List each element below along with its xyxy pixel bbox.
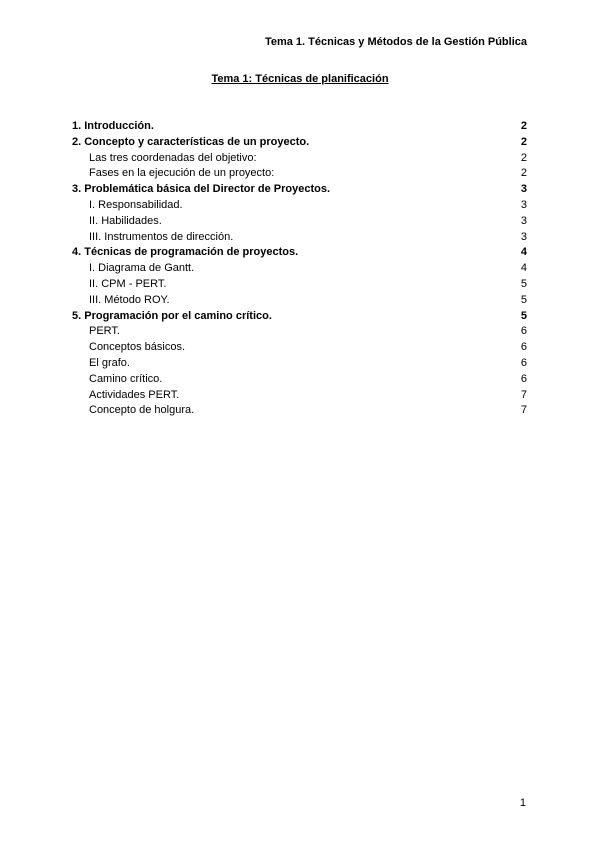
toc-entry-label: III. Instrumentos de dirección. [89, 230, 234, 243]
toc-entry-page: 7 [520, 404, 527, 417]
toc-entry-label: Concepto de holgura. [89, 404, 195, 417]
toc-entry-page: 4 [520, 262, 527, 275]
toc-entry-page: 6 [520, 325, 527, 338]
toc-entry-page: 6 [520, 341, 527, 354]
toc-entry-page: 2 [520, 151, 527, 164]
toc-entry[interactable] [72, 214, 527, 230]
toc-entry-page: 3 [520, 214, 527, 227]
toc-entry-page: 2 [520, 167, 527, 180]
toc-entry[interactable] [72, 135, 527, 151]
toc-entry-page: 3 [520, 230, 527, 243]
toc-entry[interactable] [72, 119, 527, 135]
toc-entry[interactable] [72, 166, 527, 182]
toc-entry[interactable] [72, 261, 527, 277]
toc-entry-label: Conceptos básicos. [89, 341, 185, 354]
table-of-contents [72, 119, 527, 419]
toc-entry[interactable] [72, 151, 527, 167]
toc-entry[interactable] [72, 293, 527, 309]
toc-entry-label: Fases en la ejecución de un proyecto: [89, 167, 275, 180]
toc-entry[interactable] [72, 277, 527, 293]
toc-entry-label: 3. Problemática básica del Director de Proyectos. [72, 183, 330, 196]
toc-entry-label: I. Diagrama de Gantt. [89, 262, 195, 275]
toc-entry-label: 1. Introducción. [72, 120, 154, 132]
page-number: 1 [519, 797, 526, 809]
toc-entry[interactable] [72, 388, 527, 404]
toc-entry-page: 5 [520, 309, 527, 322]
document-title: Tema 1: Técnicas de planificación [211, 73, 389, 85]
toc-entry-page: 3 [520, 198, 527, 211]
toc-entry-page: 5 [520, 293, 527, 306]
toc-entry-page: 4 [520, 246, 527, 259]
toc-entry[interactable] [72, 182, 527, 198]
toc-entry[interactable] [72, 324, 527, 340]
running-header: Tema 1. Técnicas y Métodos de la Gestión Pública [264, 36, 527, 48]
toc-entry-label: 4. Técnicas de programación de proyectos. [72, 246, 299, 259]
toc-entry-label: III. Método ROY. [89, 293, 170, 306]
toc-entry[interactable] [72, 403, 527, 419]
toc-entry-page: 7 [520, 388, 527, 401]
toc-entry[interactable] [72, 230, 527, 246]
toc-entry-page: 3 [520, 183, 527, 196]
toc-entry[interactable] [72, 340, 527, 356]
toc-entry-label: II. Habilidades. [89, 214, 162, 227]
toc-entry-label: I. Responsabilidad. [89, 198, 183, 211]
toc-entry-page: 6 [520, 356, 527, 369]
toc-entry[interactable] [72, 309, 527, 325]
toc-entry[interactable] [72, 372, 527, 388]
toc-entry-page: 6 [520, 372, 527, 385]
toc-entry[interactable] [72, 198, 527, 214]
toc-entry-label: 5. Programación por el camino crítico. [72, 309, 272, 322]
toc-entry[interactable] [72, 245, 527, 261]
toc-entry-label: El grafo. [89, 356, 130, 369]
toc-entry-page: 2 [520, 120, 527, 132]
toc-entry-page: 2 [520, 135, 527, 148]
toc-entry-label: II. CPM - PERT. [89, 277, 167, 290]
toc-entry-page: 5 [520, 277, 527, 290]
toc-entry-label: PERT. [89, 325, 120, 338]
toc-entry-label: Las tres coordenadas del objetivo: [89, 151, 257, 164]
toc-entry-label: 2. Concepto y características de un proyecto. [72, 135, 310, 148]
toc-entry-label: Actividades PERT. [89, 388, 180, 401]
toc-entry[interactable] [72, 356, 527, 372]
toc-entry-label: Camino crítico. [89, 372, 163, 385]
